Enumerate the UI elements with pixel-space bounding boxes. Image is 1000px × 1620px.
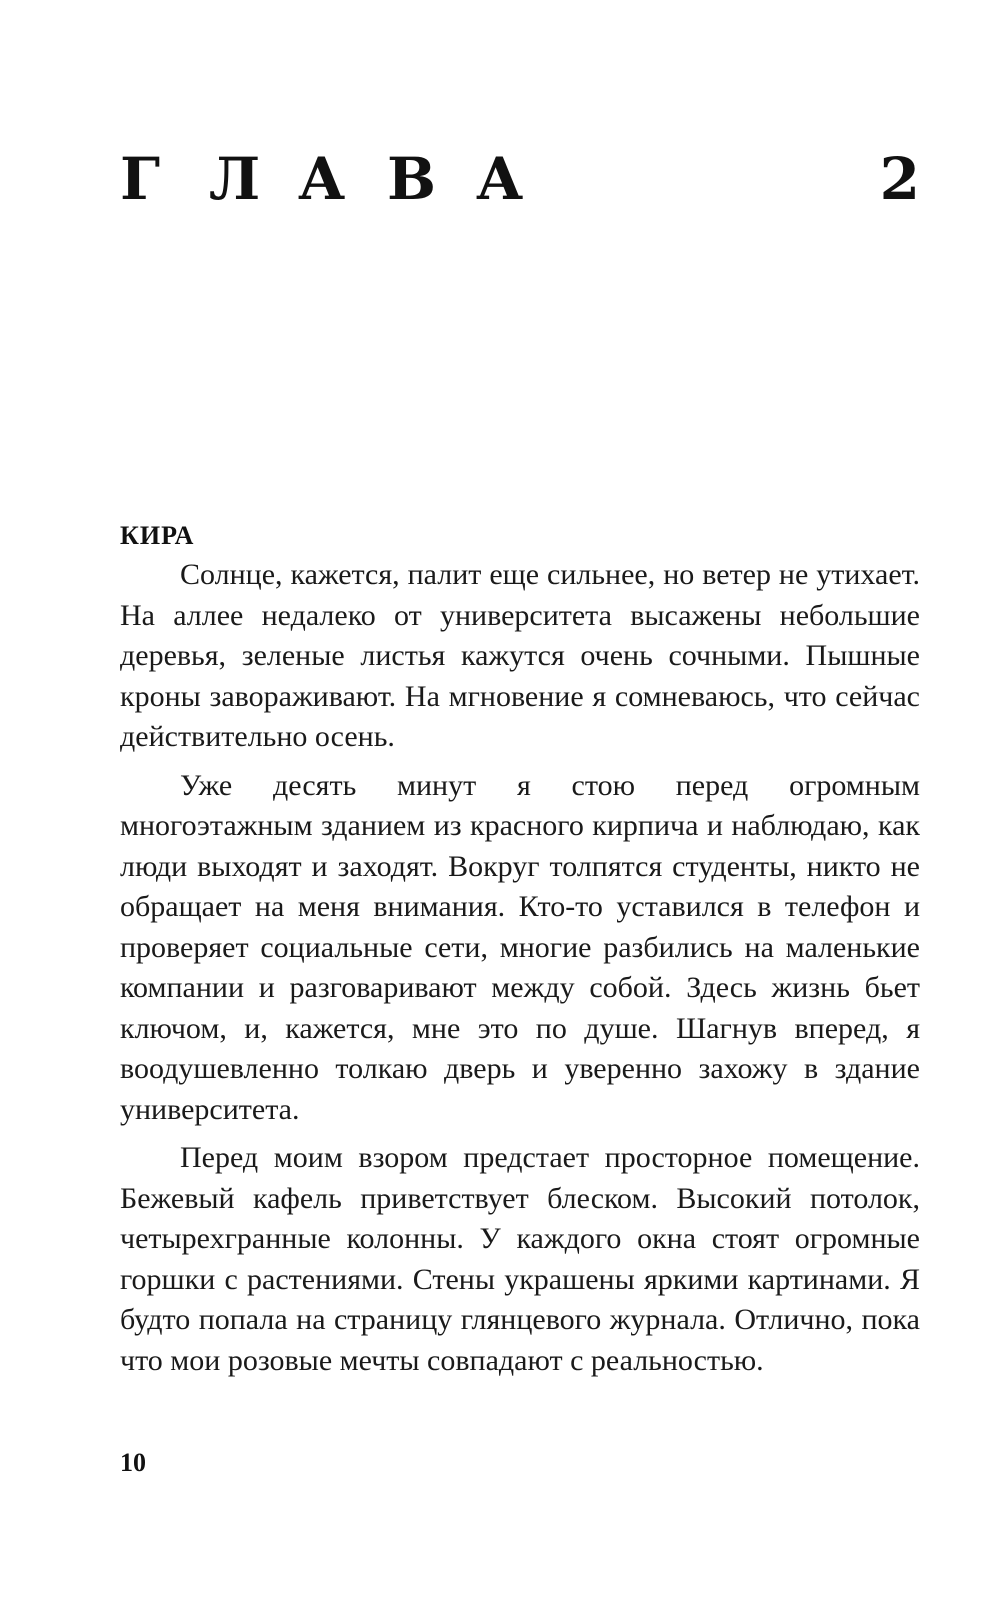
chapter-word	[120, 145, 565, 213]
paragraph: Солнце, кажется, палит еще сильнее, но ветер не утихает. На аллее недалеко от университета высажены небольшие деревья, зеленые листья кажутся очень сочными. Пышные кроны завораживают. На мгновение я сомневаюсь, что сейчас действительно осень.	[120, 558, 920, 753]
chapter-heading	[120, 128, 920, 213]
paragraph: Перед моим взором предстает просторное помещение. Бежевый кафель приветствует блеском. Высокий потолок, четырехгранные колонны. У каждого окна стоят огромные горшки с растениями. Стены украшены яркими картинами. Я будто попала на страницу глянцевого журнала. Отлично, пока что мои розовые мечты совпадают с реальностью.	[120, 1141, 920, 1377]
chapter-letter: А	[298, 145, 346, 213]
chapter-letter: В	[387, 145, 437, 213]
text-body	[120, 555, 920, 1389]
page-number: 10	[120, 1448, 146, 1477]
chapter-letter: Г	[120, 145, 161, 213]
chapter-number: 2	[879, 145, 920, 213]
chapter-letter: Л	[209, 145, 261, 213]
section-title: КИРА	[120, 521, 195, 550]
paragraph: Уже десять минут я стою перед огромным многоэтажным зданием из красного кирпича и наблюдаю, как люди выходят и заходят. Вокруг толпятся студенты, никто не обращает на меня внимания. Кто-то уставился в телефон и проверяет социальные сети, многие разбились на маленькие компании и разговаривают между собой. Здесь жизнь бьет ключом, и, кажется, мне это по душе. Шагнув вперед, я воодушевленно толкаю дверь и уверенно захожу в здание университета.	[120, 768, 920, 1126]
chapter-letter: А	[476, 145, 524, 213]
